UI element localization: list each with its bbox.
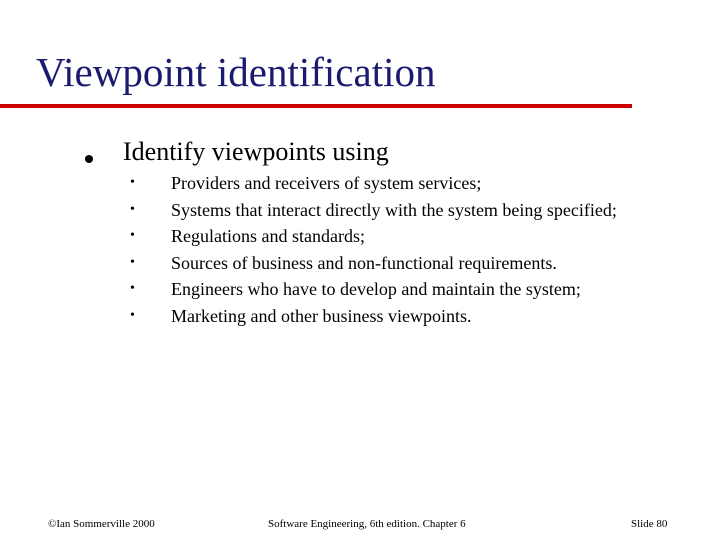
- sub-bullet-icon: •: [130, 175, 135, 190]
- sub-bullet-text: Providers and receivers of system services;: [171, 173, 482, 193]
- sub-bullet-text: Marketing and other business viewpoints.: [171, 305, 472, 326]
- sub-bullet-icon: •: [130, 201, 135, 217]
- sub-bullet-icon: •: [130, 254, 135, 270]
- bullet-dot-icon: [85, 155, 93, 163]
- sub-bullet-text: Engineers who have to develop and maintain the system;: [171, 279, 581, 299]
- footer-slide-number: Slide 80: [631, 518, 668, 530]
- title-underline-rule: [0, 104, 632, 108]
- sub-bullet-icon: •: [130, 307, 135, 323]
- footer-book-title: Software Engineering, 6th edition. Chapter 6: [268, 518, 466, 530]
- sub-bullet-icon: •: [130, 228, 135, 243]
- sub-bullet-text: Sources of business and non-functional requirements.: [171, 252, 557, 273]
- slide-title: Viewpoint identification: [36, 49, 436, 95]
- main-bullet-text: Identify viewpoints using: [123, 137, 389, 166]
- sub-bullet-text: Regulations and standards;: [171, 226, 365, 246]
- sub-bullet-text: Systems that interact directly with the system being specified;: [171, 199, 617, 220]
- footer-copyright: ©Ian Sommerville 2000: [48, 518, 155, 530]
- sub-bullet-icon: •: [130, 281, 135, 296]
